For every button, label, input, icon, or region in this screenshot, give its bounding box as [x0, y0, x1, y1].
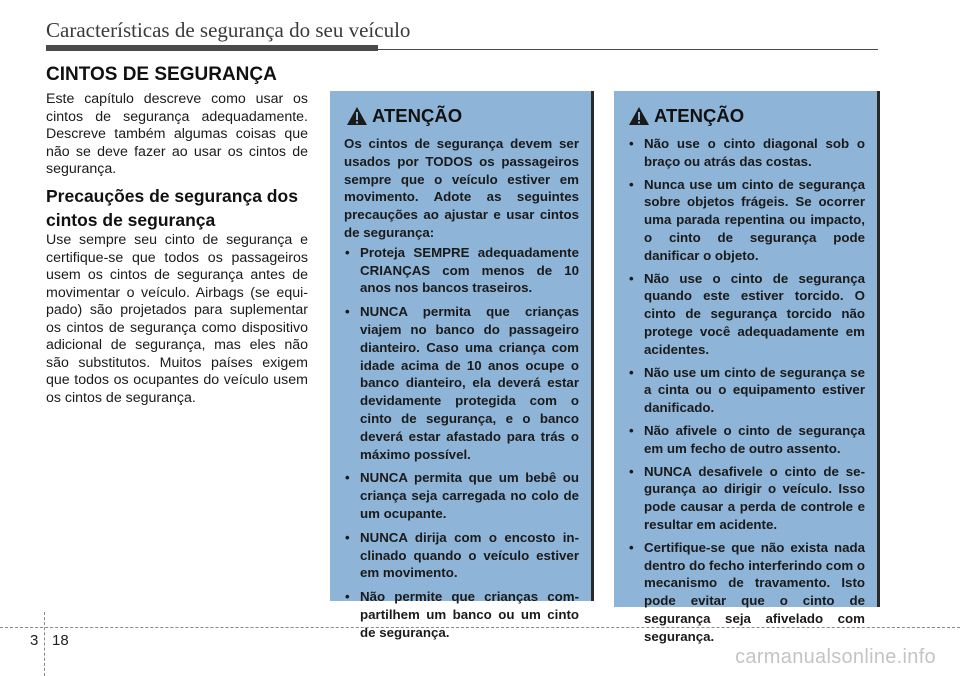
header-rule-dark — [46, 45, 378, 51]
header-rule-thin — [378, 49, 878, 50]
warning-item: • Certifique-se que não exista nada dentro do fecho interferindo com o mecanismo de travamento. Isto pode evitar que o cinto de segurança seja afivelado com segurança. — [628, 539, 865, 646]
warning-item: • Proteja SEMPRE adequadamente CRIANÇAS com menos de 10 anos nos bancos traseiros. — [344, 244, 579, 297]
footer-rule — [0, 627, 960, 628]
warning-triangle-icon — [346, 106, 368, 126]
warning-item: • Não use um cinto de segurança se a cinta ou o equipamento estiver danificado. — [628, 364, 865, 417]
warning-intro-left: Os cintos de segurança devem ser usados por TODOS os passageiros sempre que o veículo estiver em movimento. Adote as seguintes precauções ao ajustar e usar cintos de segurança: — [344, 136, 579, 240]
warning-title-right: ATENÇÃO — [654, 105, 745, 126]
footer-divider — [44, 612, 45, 676]
warning-item: • NUNCA permita que um bebê ou criança seja carregada no colo de um ocupante. — [344, 469, 579, 522]
warning-triangle-icon — [628, 106, 650, 126]
page-number: 18 — [52, 632, 69, 649]
warning-item: • NUNCA desafivele o cinto de segurança ao dirigir o veículo. Isso pode causar a perda de controle e resultar em acidente. — [628, 463, 865, 534]
section-title: CINTOS DE SEGURANÇA — [46, 64, 277, 85]
warning-item: • Nunca use um cinto de segurança sobre objetos frágeis. Se ocorrer uma parada repentina ou impacto, o cinto de segurança pode danificar o objeto. — [628, 176, 865, 265]
warning-box-right — [614, 91, 880, 644]
intro-paragraph: Este capítulo descreve como usar os cintos de segurança adequadamente. Descreve também algumas coisas que não se deve fazer ao usar os cintos de segurança. — [46, 91, 308, 177]
warning-list-right — [628, 135, 865, 646]
body-paragraph: Use sempre seu cinto de segurança e certifique-se que todos os passageiros usem os cintos de segurança antes de movimentar o veículo. Airbags (se equipado) são projetados para suplementar os cintos de segurança como dispositivo adicional de segurança, mas eles não são substitutos. Muitos países exigem que todos os ocupantes do veículo usem os cintos de segurança. — [46, 232, 308, 406]
warning-item: • Não use o cinto diagonal sob o braço ou atrás das costas. — [628, 135, 865, 171]
warning-item: • NUNCA dirija com o encosto inclinado quando o veículo estiver em movimento. — [344, 529, 579, 582]
warning-box-left — [330, 91, 594, 640]
warning-item: • Não afivele o cinto de segurança em um fecho de outro assento. — [628, 422, 865, 458]
watermark: carmanualsonline.info — [735, 646, 936, 668]
subsection-title: Precauções de segurança dos cintos de segurança — [46, 186, 298, 230]
warning-header-left — [344, 103, 579, 129]
chapter-number: 3 — [30, 632, 39, 649]
header-title: Características de segurança do seu veículo — [46, 18, 411, 42]
warning-item: • Não permite que crianças compartilhem um banco ou um cinto de segurança. — [344, 588, 579, 641]
warning-title-left: ATENÇÃO — [372, 105, 463, 126]
warning-list-left — [344, 244, 579, 642]
warning-item: • NUNCA permita que crianças viajem no banco do passageiro dianteiro. Caso uma criança com idade acima de 10 anos ocupe o banco dianteiro, ela deverá estar devidamente protegida com o cinto de segurança, e o banco deverá estar afastado para trás o máximo possível. — [344, 303, 579, 463]
warning-item: • Não use o cinto de segurança quando este estiver torcido. O cinto de segurança torcido não protege você adequadamente em acidentes. — [628, 270, 865, 359]
warning-header-right — [628, 103, 865, 129]
